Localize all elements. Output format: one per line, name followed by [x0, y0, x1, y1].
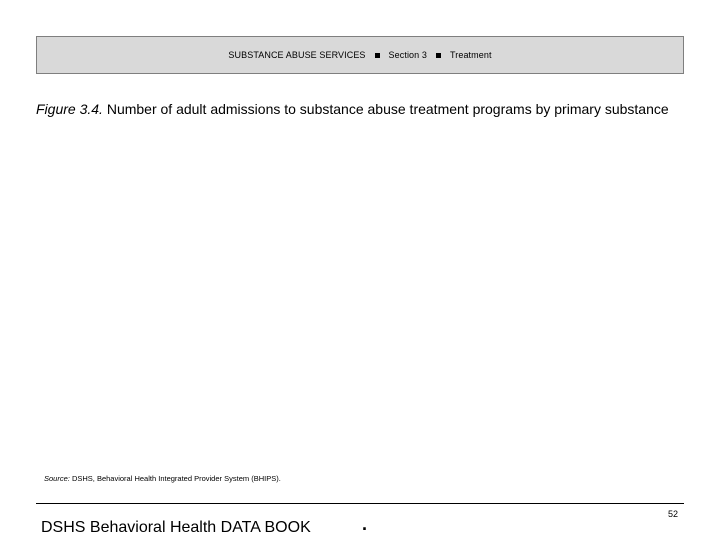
header-separator-square-icon	[436, 53, 441, 58]
header-separator-square-icon	[375, 53, 380, 58]
source-text: DSHS, Behavioral Health Integrated Provider System (BHIPS).	[69, 474, 281, 483]
footer-book-title: DSHS Behavioral Health DATA BOOK	[41, 519, 311, 536]
running-header	[36, 36, 684, 74]
header-section-number: Section 3	[388, 50, 427, 60]
footer-mark: .	[362, 514, 368, 534]
source-note	[44, 474, 281, 483]
source-label: Source:	[44, 474, 70, 483]
figure-title	[36, 100, 684, 119]
header-section-name: SUBSTANCE ABUSE SERVICES	[228, 50, 366, 60]
page-number: 52	[667, 509, 678, 519]
figure-title-text: Number of adult admissions to substance abuse treatment programs by primary substance	[102, 101, 669, 117]
header-section-topic: Treatment	[449, 50, 492, 60]
footer-divider	[36, 503, 684, 504]
figure-label: Figure 3.4.	[36, 101, 103, 117]
